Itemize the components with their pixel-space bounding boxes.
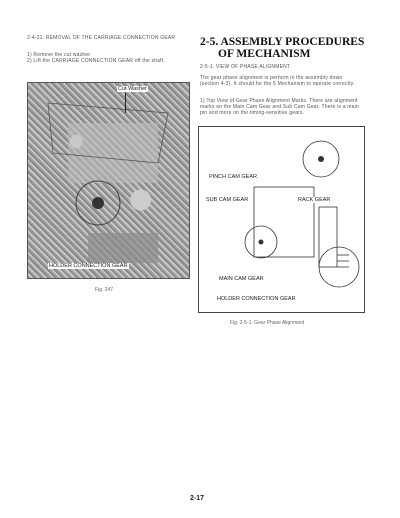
left-step-1: 1) Remove the cut washer. bbox=[27, 52, 92, 58]
subheading: 2-5-1. VIEW OF PHASE ALIGNMENT bbox=[200, 64, 291, 70]
label-rack-gear: RACK GEAR bbox=[298, 197, 331, 203]
label-holder-connection-gear: HOLDER CONNECTION GEAR bbox=[217, 296, 296, 302]
page-number: 2-17 bbox=[190, 495, 205, 502]
section-number: 2-5. bbox=[200, 36, 219, 48]
label-main-cam-gear: MAIN CAM GEAR bbox=[219, 276, 264, 282]
intro-paragraph: The gear phase alignment is perform in the assembly down (section 4-3). It should for the 5 Mechanism to operate correctly. bbox=[200, 75, 355, 87]
step-paragraph: 1) Top View of Gear Phase Alignment Marks. There are alignment marks on the Main Cam Gear and Sub Cam Gear. There is a main pin and more on the timing-sensitive gears. bbox=[200, 98, 359, 116]
left-steps bbox=[27, 52, 187, 64]
photo-label-cut-washer: Cut Washer bbox=[118, 86, 147, 92]
gear-diagram-drawing bbox=[199, 127, 364, 312]
gear-alignment-diagram bbox=[198, 126, 365, 313]
section-title-line-2: OF MECHANISM bbox=[218, 48, 311, 60]
left-figure-caption: Fig. 247 bbox=[95, 287, 114, 293]
section-title-line-1: ASSEMBLY PROCEDURES bbox=[220, 36, 365, 48]
label-pinch-cam-gear: PINCH CAM GEAR bbox=[209, 174, 257, 180]
section-title bbox=[200, 36, 364, 48]
mechanism-photo bbox=[27, 82, 190, 279]
left-section-heading: 2-4-21. REMOVAL OF THE CARRIAGE CONNECTION GEAR bbox=[27, 35, 176, 41]
left-step-2: 2) Lift the CARRIAGE CONNECTION GEAR off the shaft. bbox=[27, 58, 165, 64]
photo-label-holder-gear: HOLDER CONNECTION GEAR bbox=[49, 263, 128, 269]
right-figure-caption: Fig. 2-5-1. Gear Phase Alignment bbox=[230, 320, 305, 326]
mechanism-photo-detail bbox=[28, 83, 189, 278]
leader-line bbox=[125, 93, 126, 113]
label-sub-cam-gear: SUB CAM GEAR bbox=[206, 197, 249, 203]
